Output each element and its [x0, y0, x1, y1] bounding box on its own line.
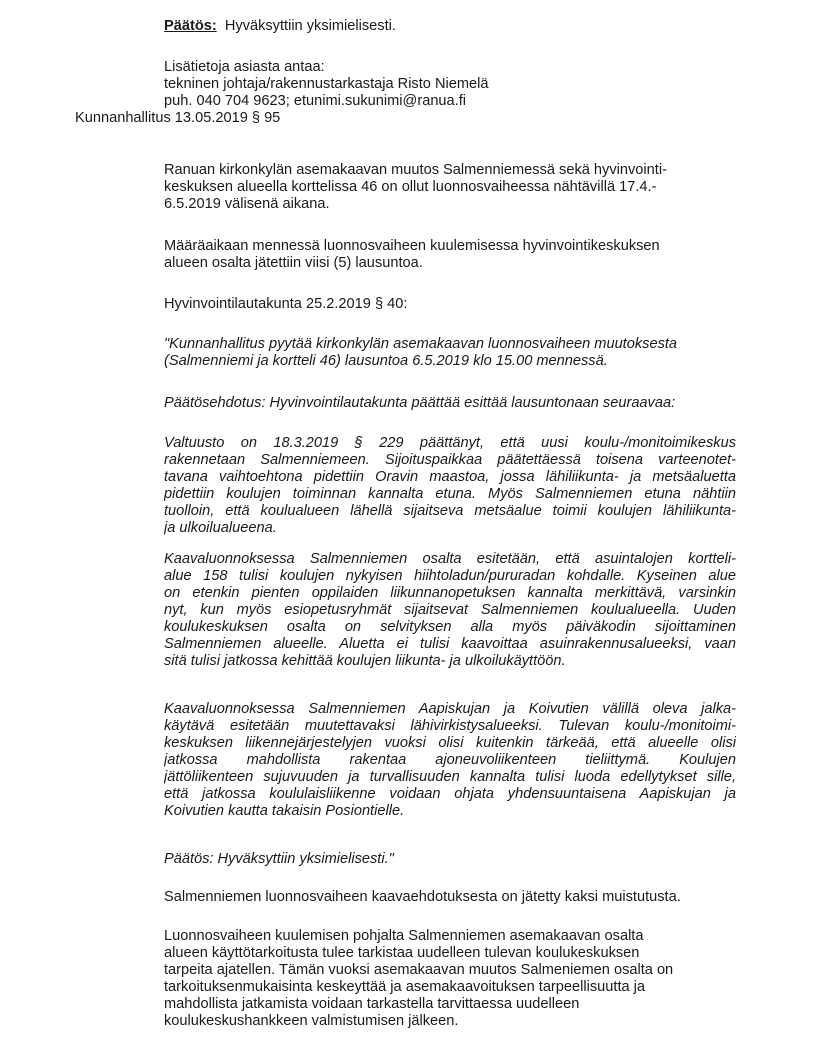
- quote-line: käytävä esitetään muutettavaksi lähivirkistysalueeksi. Tulevan koulu-/monitoimi-: [164, 718, 736, 734]
- paragraph-line: Ranuan kirkonkylän asemakaavan muutos Salmenniemessä sekä hyvinvointi-: [164, 162, 667, 178]
- quote-walkway: [164, 701, 736, 820]
- paragraph-line: mahdollista jatkamista voidaan tarkastella tarvittaessa uudelleen: [164, 996, 580, 1012]
- paragraph-line: tarkoituksenmukaisinta keskeyttää ja asemakaavoituksen tarpeellisuutta ja: [164, 979, 646, 995]
- paragraph-committee-ref: [164, 296, 736, 313]
- quote-line: ja ulkoilualueena.: [164, 520, 277, 536]
- paragraph-line: keskuksen alueella korttelissa 46 on ollut luonnosvaiheessa nähtävillä 17.4.-: [164, 179, 657, 195]
- quote-residential-block: [164, 551, 736, 670]
- paragraph-line: alueen käyttötarkoitusta tulee tarkistaa uudelleen tulevan koulukeskuksen: [164, 945, 640, 961]
- decision-block: [164, 18, 736, 35]
- contact-person: tekninen johtaja/rakennustarkastaja Risto Niemelä: [164, 76, 489, 92]
- quote-line: tavana vaihtoehtona pidettiin Oravin maastoa, jossa lähiliikunta- ja metsäaluetta: [164, 469, 736, 485]
- paragraph-line: Hyvinvointilautakunta 25.2.2019 § 40:: [164, 296, 408, 312]
- quote-line: Kaavaluonnoksessa Salmenniemen Aapiskujan ja Koivutien välillä oleva jalka-: [164, 701, 736, 717]
- quote-line: alue 158 tulisi koulujen nykyisen hiihtoladun/pururadan kohdalle. Kyseinen alue: [164, 568, 736, 584]
- paragraph-line: Salmenniemen luonnosvaiheen kaavaehdotuksesta on jätetty kaksi muistutusta.: [164, 889, 681, 905]
- paragraph-statements: [164, 238, 736, 272]
- quote-council-decision: [164, 435, 736, 537]
- decision-line: [164, 18, 736, 35]
- quote-line: että jatkossa koululaisliikenne voidaan ohjata yhdensuuntaisena Aapiskujan ja: [164, 786, 736, 802]
- paragraph-line: tarpeita ajatellen. Tämän vuoksi asemakaavan muutos Salmeniemen osalta on: [164, 962, 674, 978]
- quote-line: keskuksen liikennejärjestelyjen vuoksi olisi kuitenkin tärkeää, että alueelle olisi: [164, 735, 736, 751]
- quote-line: jättöliikenteen sujuvuuden ja turvallisuuden kannalta tulisi luoda edellytykset sille,: [164, 769, 736, 785]
- quote-line: Päätös: Hyväksyttiin yksimielisesti.": [164, 851, 394, 867]
- paragraph-line: koulukeskushankkeen valmistumisen jälkeen.: [164, 1013, 459, 1029]
- paragraph-conclusion: [164, 928, 736, 1030]
- quote-line: Kaavaluonnoksessa Salmenniemen osalta esitetään, että asuintalojen kortteli-: [164, 551, 736, 567]
- quote-line: pidettiin koulujen toiminnan kannalta etuna. Myös Salmenniemen etuna nähtiin: [164, 486, 736, 502]
- quote-line: Salmenniemen alueelle. Aluetta ei tulisi kaavoittaa asuinrakennusalueeksi, vaan: [164, 636, 736, 652]
- quote-line: on etenkin pienten oppilaiden liikunnanopetuksen kannalta merkittävä, varsinkin: [164, 585, 736, 601]
- paragraph-line: Luonnosvaiheen kuulemisen pohjalta Salmenniemen asemakaavan osalta: [164, 928, 644, 944]
- paragraph-line: Määräaikaan mennessä luonnosvaiheen kuulemisessa hyvinvointikeskuksen: [164, 238, 660, 254]
- quote-line: (Salmenniemi ja kortteli 46) lausuntoa 6.5.2019 klo 15.00 mennessä.: [164, 353, 608, 369]
- quote-line: Koivutien kautta takaisin Posiontielle.: [164, 803, 405, 819]
- quote-line: Päätösehdotus: Hyvinvointilautakunta päättää esittää lausuntonaan seuraavaa:: [164, 395, 676, 411]
- contact-intro: Lisätietoja asiasta antaa:: [164, 59, 325, 75]
- paragraph-line: 6.5.2019 välisenä aikana.: [164, 196, 330, 212]
- quote-line: jatkossa mahdollista rakentaa ajoneuvoliikenteen tieliittymä. Koulujen: [164, 752, 736, 768]
- quote-line: tuolloin, että koulualueen lähellä sijaitseva metsäalue toimii koulujen lähiliikunta-: [164, 503, 736, 519]
- contact-phone-email: puh. 040 704 9623; etunimi.sukunimi@ranua.fi: [164, 93, 467, 109]
- quote-line: sitä tulisi jatkossa kehittää koulujen liikunta- ja ulkoilukäyttöön.: [164, 653, 566, 669]
- contact-block: [164, 59, 736, 110]
- quote-request: [164, 336, 736, 370]
- paragraph-line: alueen osalta jätettiin viisi (5) lausuntoa.: [164, 255, 423, 271]
- decision-text: Hyväksyttiin yksimielisesti.: [224, 18, 396, 34]
- quote-proposal: [164, 395, 736, 412]
- decision-label: Päätös:: [164, 18, 217, 34]
- quote-decision: [164, 851, 736, 868]
- quote-line: "Kunnanhallitus pyytää kirkonkylän asemakaavan luonnosvaiheen muutoksesta: [164, 336, 678, 352]
- paragraph-reminders: [164, 889, 736, 906]
- quote-line: rakennetaan Salmenniemeen. Sijoituspaikkaa päätettäessä toisena varteenotet-: [164, 452, 736, 468]
- quote-line: koulukeskuksen osalta on selvityksen alla myös päiväkodin sijoittaminen: [164, 619, 736, 635]
- quote-line: nyt, kun myös esiopetusryhmät sijaitsevat Salmenniemen koulualueella. Uuden: [164, 602, 736, 618]
- paragraph-intro: [164, 162, 736, 213]
- section-heading: Kunnanhallitus 13.05.2019 § 95: [75, 110, 281, 126]
- quote-line: Valtuusto on 18.3.2019 § 229 päättänyt, että uusi koulu-/monitoimikeskus: [164, 435, 736, 451]
